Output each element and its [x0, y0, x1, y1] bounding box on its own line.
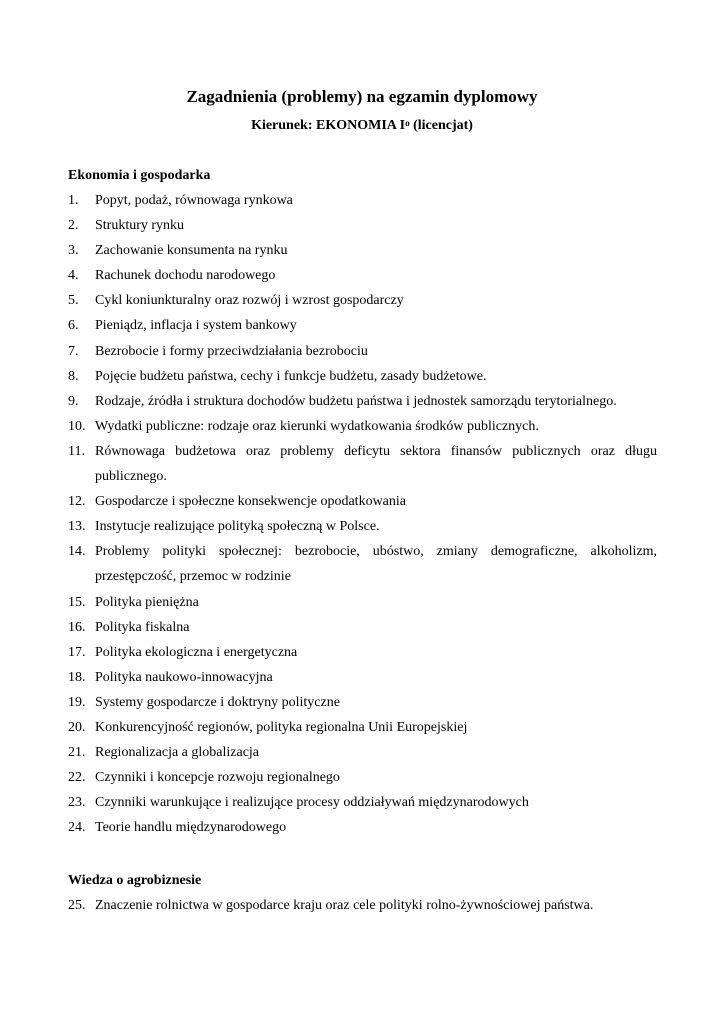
list-item — [68, 439, 668, 489]
page-title: Zagadnienia (problemy) na egzamin dyplomowy — [186, 87, 538, 106]
page-subtitle — [0, 116, 724, 136]
item-text: Popyt, podaż, równowaga rynkowa — [95, 193, 293, 208]
item-number: 12. — [68, 494, 86, 510]
item-text: Rodzaje, źródła i struktura dochodów budżetu państwa i jednostek samorządu terytorialnego. — [95, 393, 617, 409]
item-number: 4. — [68, 268, 79, 284]
list-item — [68, 740, 668, 765]
item-number: 24. — [68, 820, 86, 836]
item-text: Wydatki publiczne: rodzaje oraz kierunki wydatkowania środków publicznych. — [95, 418, 539, 434]
section-agrobiznes — [68, 868, 668, 918]
item-text: Struktury rynku — [95, 218, 185, 234]
item-text: Bezrobocie i formy przeciwdziałania bezrobociu — [95, 343, 368, 359]
item-text: Równowaga budżetowa oraz problemy deficytu sektora finansów publicznych oraz długu publicznego. — [95, 443, 657, 485]
item-number: 1. — [68, 193, 79, 208]
item-text: Pieniądz, inflacja i system bankowy — [95, 318, 297, 334]
item-number: 14. — [68, 544, 86, 560]
list-item — [68, 665, 668, 690]
item-number: 7. — [68, 343, 79, 359]
topic-list — [68, 893, 668, 918]
item-text: Problemy polityki społecznej: bezrobocie, ubóstwo, zmiany demograficzne, alkoholizm, przestępczość, przemoc w rodzinie — [95, 544, 657, 585]
list-item — [68, 615, 668, 640]
list-item — [68, 539, 668, 589]
list-item — [68, 893, 668, 918]
item-number: 9. — [68, 393, 79, 409]
section-title: Wiedza o agrobiznesie — [68, 873, 202, 888]
item-text: Czynniki i koncepcje rozwoju regionalnego — [95, 770, 340, 786]
item-text: Cykl koniunkturalny oraz rozwój i wzrost gospodarczy — [95, 293, 404, 309]
list-item — [68, 414, 668, 439]
item-text: Konkurencyjność regionów, polityka regionalna Unii Europejskiej — [95, 719, 468, 735]
item-number: 2. — [68, 218, 79, 234]
item-number: 23. — [68, 795, 86, 811]
item-number: 11. — [68, 443, 85, 459]
list-item — [68, 263, 668, 288]
item-number: 16. — [68, 619, 86, 635]
list-item — [68, 790, 668, 815]
item-number: 18. — [68, 669, 86, 685]
item-number: 8. — [68, 368, 79, 384]
item-text: Systemy gospodarcze i doktryny polityczne — [95, 694, 340, 710]
item-text: Czynniki warunkujące i realizujące procesy oddziaływań międzynarodowych — [95, 795, 529, 811]
item-number: 19. — [68, 694, 86, 710]
item-text: Polityka ekologiczna i energetyczna — [95, 644, 298, 660]
list-item — [68, 339, 668, 364]
item-number: 5. — [68, 293, 79, 309]
list-item — [68, 213, 668, 238]
item-text: Znaczenie rolnictwa w gospodarce kraju oraz cele polityki rolno-żywnościowej państwa. — [95, 898, 594, 913]
item-number: 20. — [68, 719, 86, 735]
list-item — [68, 690, 668, 715]
item-number: 10. — [68, 418, 86, 434]
item-text: Polityka pieniężna — [95, 594, 199, 610]
list-item — [68, 715, 668, 740]
list-item — [68, 188, 668, 213]
subtitle-main: Kierunek: EKONOMIA I — [251, 118, 406, 133]
list-item — [68, 590, 668, 615]
item-text: Teorie handlu międzynarodowego — [95, 820, 287, 836]
list-item — [68, 765, 668, 790]
item-text: Regionalizacja a globalizacja — [95, 745, 260, 761]
item-text: Pojęcie budżetu państwa, cechy i funkcje budżetu, zasady budżetowe. — [95, 368, 487, 384]
section-title: Ekonomia i gospodarka — [68, 168, 211, 183]
list-item — [68, 313, 668, 338]
list-item — [68, 364, 668, 389]
item-text: Polityka fiskalna — [95, 619, 190, 635]
list-item — [68, 640, 668, 665]
list-item — [68, 288, 668, 313]
list-item — [68, 514, 668, 539]
list-item — [68, 489, 668, 514]
item-text: Gospodarcze i społeczne konsekwencje opodatkowania — [95, 494, 406, 510]
subtitle-superscript: o — [405, 118, 410, 128]
list-item — [68, 238, 668, 263]
item-text: Instytucje realizujące polityką społeczną w Polsce. — [95, 519, 380, 535]
item-number: 25. — [68, 898, 86, 913]
item-number: 13. — [68, 519, 86, 535]
item-number: 6. — [68, 318, 79, 334]
item-number: 22. — [68, 770, 86, 786]
list-item — [68, 389, 668, 414]
item-text: Polityka naukowo-innowacyjna — [95, 669, 273, 685]
item-number: 15. — [68, 594, 86, 610]
item-number: 3. — [68, 243, 79, 259]
item-text: Rachunek dochodu narodowego — [95, 268, 276, 284]
topic-list — [68, 188, 668, 840]
item-number: 17. — [68, 644, 86, 660]
subtitle-tail: (licencjat) — [409, 118, 473, 133]
list-item — [68, 815, 668, 840]
item-number: 21. — [68, 745, 86, 761]
section-ekonomia — [68, 163, 668, 840]
item-text: Zachowanie konsumenta na rynku — [95, 243, 288, 259]
